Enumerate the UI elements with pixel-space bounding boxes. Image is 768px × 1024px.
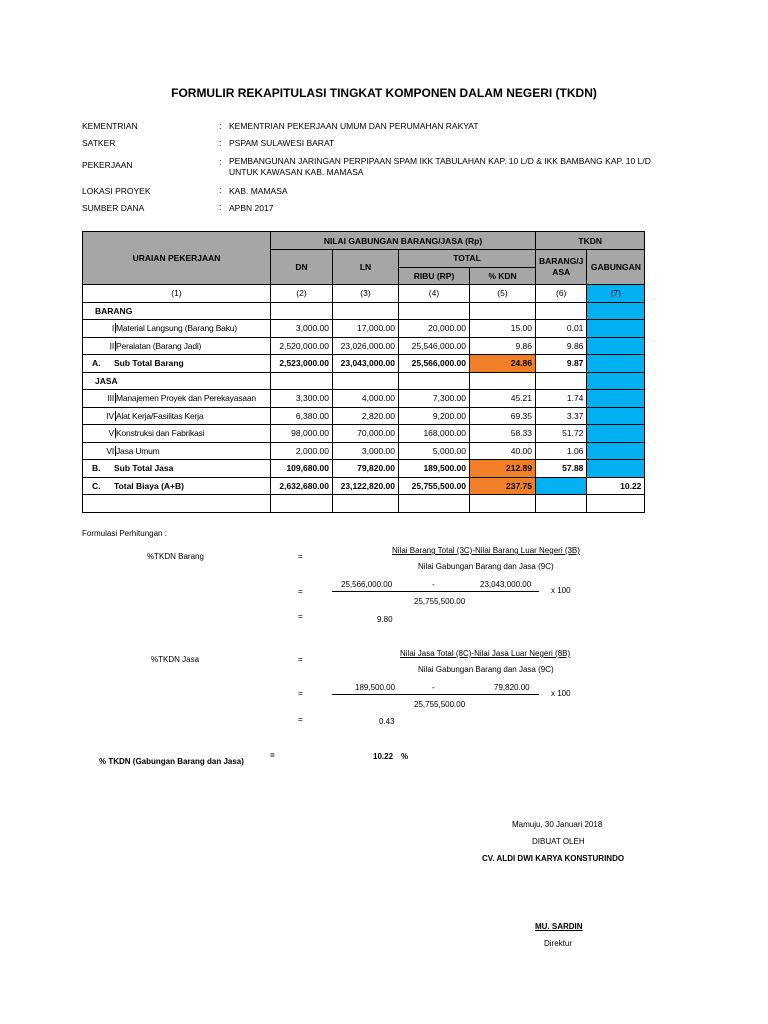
cell-ln: 17,000.00 — [333, 320, 399, 338]
cell-ln: 3,000.00 — [333, 442, 399, 460]
cell-tkdn: 0.01 — [536, 320, 587, 338]
info-label-pekerjaan: PEKERJAAN — [82, 160, 133, 170]
table-row — [83, 337, 645, 355]
company-name: CV. ALDI DWI KARYA KONSTURINDO — [482, 854, 625, 863]
colnum: (3) — [333, 285, 399, 303]
empty-cell — [399, 372, 470, 390]
empty-cell — [536, 302, 587, 320]
cell-dn: 6,380.00 — [271, 407, 333, 425]
info-label-kementrian: KEMENTRIAN — [82, 121, 138, 131]
gabungan-cell — [587, 355, 645, 373]
formula-jasa-label: %TKDN Jasa — [151, 655, 200, 664]
formula-jasa-denominator: Nilai Gabungan Barang dan Jasa (9C) — [418, 665, 554, 674]
colnum: (4) — [399, 285, 470, 303]
row-name: Material Langsung (Barang Baku) — [116, 323, 237, 334]
empty-cell — [333, 372, 399, 390]
cell-kdn: 237.75 — [470, 477, 536, 495]
section-barang: BARANG — [83, 302, 271, 320]
cell-total: 189,500.00 — [399, 460, 470, 478]
gabungan-cell — [587, 442, 645, 460]
row-label — [83, 425, 271, 443]
cell-tkdn: 51.72 — [536, 425, 587, 443]
info-label-lokasi: LOKASI PROYEK — [82, 186, 151, 196]
formula-barang-denominator: Nilai Gabungan Barang dan Jasa (9C) — [418, 562, 554, 571]
empty-cell — [470, 302, 536, 320]
row-name: Sub Total Barang — [114, 358, 184, 369]
formula-barang-label: %TKDN Barang — [147, 552, 204, 561]
place-date: Mamuju, 30 Januari 2018 — [512, 820, 603, 829]
empty-cell — [333, 302, 399, 320]
row-label — [83, 337, 271, 355]
info-value-satker: PSPAM SULAWESI BARAT — [229, 138, 335, 148]
row-label — [83, 477, 271, 495]
colnum: (2) — [271, 285, 333, 303]
cell-total: 9,200.00 — [399, 407, 470, 425]
info-colon: : — [219, 185, 222, 195]
info-colon: : — [219, 157, 222, 167]
cell-tkdn: 1.06 — [536, 442, 587, 460]
cell-dn: 98,000.00 — [271, 425, 333, 443]
cell-total: 7,300.00 — [399, 390, 470, 408]
cell-tkdn: 3.37 — [536, 407, 587, 425]
empty-row — [83, 495, 645, 513]
row-code: C. — [92, 480, 101, 491]
cell-ln: 79,820.00 — [333, 460, 399, 478]
row-roman: II — [86, 341, 116, 351]
info-colon: : — [219, 121, 222, 131]
row-label — [83, 320, 271, 338]
header-barang-jasa-line1: BARANG/J — [539, 256, 584, 266]
formula-eq: = — [298, 587, 303, 596]
cell-tkdn: 57.88 — [536, 460, 587, 478]
cell-total: 25,566,000.00 — [399, 355, 470, 373]
empty-cell — [470, 495, 536, 513]
formula-barang-result: 9.80 — [377, 615, 393, 624]
cell-total: 5,000.00 — [399, 442, 470, 460]
cell-dn: 2,632,680.00 — [271, 477, 333, 495]
column-number-row — [83, 285, 645, 303]
cell-tkdn — [536, 477, 587, 495]
header-gabungan: GABUNGAN — [587, 250, 645, 285]
formula-barang-den: 25,755,500.00 — [414, 597, 466, 606]
formula-eq: = — [298, 689, 303, 698]
info-value-lokasi: KAB. MAMASA — [229, 186, 288, 196]
cell-total: 168,000.00 — [399, 425, 470, 443]
subtotal-barang-row — [83, 355, 645, 373]
colnum: (7) — [587, 285, 645, 303]
header-uraian: URAIAN PEKERJAAN — [83, 232, 271, 285]
row-name: Jasa Umum — [116, 445, 160, 456]
formula-jasa-result: 0.43 — [379, 717, 395, 726]
cell-kdn: 40.00 — [470, 442, 536, 460]
formula-heading: Formulasi Perhitungan : — [82, 529, 167, 538]
formula-jasa-x100: x 100 — [551, 689, 571, 698]
cell-dn: 2,523,000.00 — [271, 355, 333, 373]
row-name: Alat Kerja/Fasilitas Kerja — [116, 410, 204, 421]
cell-dn: 3,000.00 — [271, 320, 333, 338]
gabungan-label: % TKDN (Gabungan Barang dan Jasa) — [99, 757, 244, 766]
header-dn: DN — [271, 250, 333, 285]
cell-ln: 23,122,820.00 — [333, 477, 399, 495]
row-label — [83, 460, 271, 478]
table-row — [83, 442, 645, 460]
section-jasa: JASA — [83, 372, 271, 390]
info-value-sumber-dana: APBN 2017 — [229, 203, 274, 213]
row-roman: I — [86, 323, 116, 333]
cell-ln: 23,043,000.00 — [333, 355, 399, 373]
colnum: (1) — [83, 285, 271, 303]
info-value-kementrian: KEMENTRIAN PEKERJAAN UMUM DAN PERUMAHAN RAKYAT — [229, 121, 479, 131]
info-value-pekerjaan: PEMBANGUNAN JARINGAN PERPIPAAN SPAM IKK TABULAHAN KAP. 10 L/D & IKK BAMBANG KAP. 10 L/D — [229, 156, 651, 166]
info-label-sumber-dana: SUMBER DANA — [82, 203, 145, 213]
barang-heading-row — [83, 302, 645, 320]
signer-position: Direktur — [544, 939, 573, 948]
cell-total: 20,000.00 — [399, 320, 470, 338]
header-nilai-gabungan: NILAI GABUNGAN BARANG/JASA (Rp) — [271, 232, 536, 250]
cell-ln: 2,820.00 — [333, 407, 399, 425]
signer-name: MU. SARDIN — [535, 922, 583, 931]
cell-kdn: 212.89 — [470, 460, 536, 478]
header-ribu: RIBU (RP) — [399, 267, 470, 285]
gabungan-cell — [587, 302, 645, 320]
formula-barang-b: 23,043,000.00 — [480, 580, 532, 589]
formula-jasa-minus: - — [432, 683, 435, 692]
empty-cell — [470, 372, 536, 390]
gabungan-cell — [587, 337, 645, 355]
empty-cell — [271, 302, 333, 320]
empty-cell — [271, 372, 333, 390]
cell-ln: 70,000.00 — [333, 425, 399, 443]
fraction-line — [332, 694, 539, 695]
jasa-heading-row — [83, 372, 645, 390]
empty-cell — [333, 495, 399, 513]
dibuat-oleh: DIBUAT OLEH — [532, 837, 585, 846]
row-name: Peralatan (Barang Jadi) — [116, 340, 202, 351]
cell-kdn: 24.86 — [470, 355, 536, 373]
row-name: Konstruksi dan Fabrikasi — [116, 428, 205, 439]
formula-jasa-den: 25,755,500.00 — [414, 700, 466, 709]
header-tkdn: TKDN — [536, 232, 645, 250]
table-row — [83, 425, 645, 443]
row-code: A. — [92, 358, 101, 369]
page-title: FORMULIR REKAPITULASI TINGKAT KOMPONEN DALAM NEGERI (TKDN) — [171, 86, 597, 100]
colnum: (6) — [536, 285, 587, 303]
row-name: Manajemen Proyek dan Perekayasaan — [116, 393, 256, 404]
formula-jasa-numerator: Nilai Jasa Total (8C)-Nilai Jasa Luar Negeri (8B) — [400, 649, 571, 658]
row-name: Total Biaya (A+B) — [114, 480, 184, 491]
row-roman: III — [86, 393, 116, 403]
cell-kdn: 58.33 — [470, 425, 536, 443]
row-label — [83, 390, 271, 408]
formula-barang-a: 25,566,000.00 — [341, 580, 393, 589]
empty-cell — [399, 495, 470, 513]
row-code: B. — [92, 463, 101, 474]
empty-cell — [83, 495, 271, 513]
info-label-satker: SATKER — [82, 138, 116, 148]
empty-cell — [536, 495, 587, 513]
row-roman: V — [86, 428, 116, 438]
table-row — [83, 407, 645, 425]
cell-dn: 3,300.00 — [271, 390, 333, 408]
cell-dn: 109,680.00 — [271, 460, 333, 478]
cell-tkdn: 9.87 — [536, 355, 587, 373]
cell-kdn: 15.00 — [470, 320, 536, 338]
header-barang-jasa — [536, 250, 587, 285]
header-ln: LN — [333, 250, 399, 285]
formula-barang-minus: - — [432, 580, 435, 589]
formula-barang-numerator: Nilai Barang Total (3C)-Nilai Barang Luar Negeri (3B) — [392, 546, 580, 555]
cell-kdn: 9.86 — [470, 337, 536, 355]
table-row — [83, 320, 645, 338]
gabungan-cell — [587, 407, 645, 425]
cell-dn: 2,520,000.00 — [271, 337, 333, 355]
row-label — [83, 407, 271, 425]
row-roman: IV — [86, 411, 116, 421]
row-roman: VI — [86, 446, 116, 456]
formula-eq: = — [298, 612, 303, 621]
formula-eq: = — [270, 751, 275, 760]
gabungan-cell — [587, 372, 645, 390]
info-colon: : — [219, 202, 222, 212]
cell-tkdn: 9.86 — [536, 337, 587, 355]
cell-dn: 2,000.00 — [271, 442, 333, 460]
gabungan-cell — [587, 390, 645, 408]
header-total: TOTAL — [399, 250, 536, 268]
colnum: (5) — [470, 285, 536, 303]
row-label — [83, 355, 271, 373]
gabungan-cell — [587, 320, 645, 338]
gabungan-value: 10.22 — [373, 752, 394, 761]
cell-tkdn: 1.74 — [536, 390, 587, 408]
cell-ln: 23,026,000.00 — [333, 337, 399, 355]
empty-cell — [536, 372, 587, 390]
header-barang-jasa-line2: ASA — [552, 267, 571, 277]
cell-kdn: 45.21 — [470, 390, 536, 408]
cell-kdn: 69.35 — [470, 407, 536, 425]
empty-cell — [399, 302, 470, 320]
row-name: Sub Total Jasa — [114, 463, 174, 474]
table-row — [83, 390, 645, 408]
tkdn-table — [82, 231, 645, 513]
formula-eq: = — [298, 552, 303, 561]
subtotal-jasa-row — [83, 460, 645, 478]
gabungan-percent: % — [401, 752, 409, 761]
gabungan-cell — [587, 425, 645, 443]
empty-cell — [587, 495, 645, 513]
fraction-line — [332, 591, 539, 592]
cell-total: 25,755,500.00 — [399, 477, 470, 495]
formula-jasa-b: 79,820.00 — [494, 683, 530, 692]
formula-eq: = — [298, 655, 303, 664]
cell-total: 25,546,000.00 — [399, 337, 470, 355]
formula-jasa-a: 189,500.00 — [355, 683, 396, 692]
formula-barang-x100: x 100 — [551, 586, 571, 595]
total-biaya-row — [83, 477, 645, 495]
empty-cell — [271, 495, 333, 513]
info-colon: : — [219, 138, 222, 148]
cell-ln: 4,000.00 — [333, 390, 399, 408]
cell-gabungan: 10.22 — [587, 477, 645, 495]
header-pct-kdn: % KDN — [470, 267, 536, 285]
info-value-pekerjaan-line2: UNTUK KAWASAN KAB. MAMASA — [229, 167, 364, 177]
row-label — [83, 442, 271, 460]
formula-eq: = — [298, 715, 303, 724]
gabungan-cell — [587, 460, 645, 478]
